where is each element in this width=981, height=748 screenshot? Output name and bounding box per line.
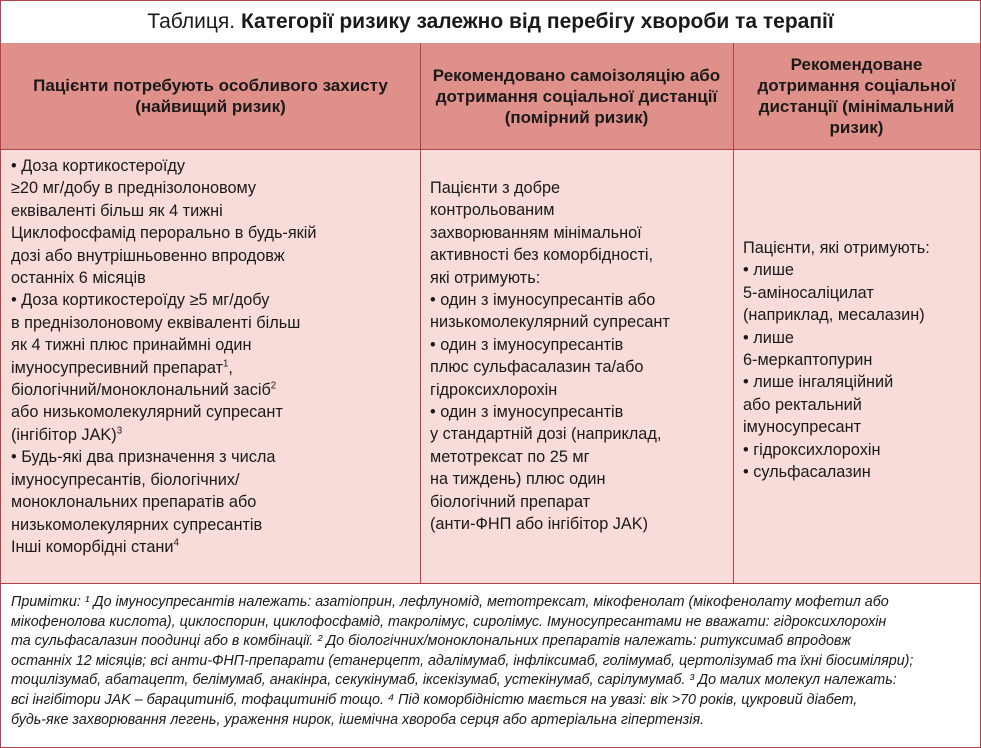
list-item: • гідроксихлорохін [743,440,881,459]
column-divider [420,43,421,583]
list-item: на тиждень) плюс один [430,470,606,489]
footnotes [1,584,980,747]
footnote-ref: 3 [116,425,123,437]
list-item-with-sup: імуносупресивний препарат$^1$, [11,358,233,377]
list-item: (анти-ФНП або інгібітор JAK) [430,515,649,534]
list-item: ≥20 мг/добу в преднізолоновому [11,179,257,198]
list-item: або ректальний [743,395,862,414]
column-divider [733,43,734,583]
list-item: моноклональних препаратів або [11,493,257,512]
list-item: Пацієнти, які отримують: [743,239,930,257]
list-item: або низькомолекулярний супресант [11,403,283,422]
header-highest-risk: Пацієнти потребують особливого захисту (найвищий ризик) [1,43,420,149]
list-item: • один з імуносупресантів або [430,291,656,310]
list-item-with-sup [11,379,412,401]
list-item: гідроксихлорохін [430,380,558,399]
list-item: плюс сульфасалазин та/або [430,358,644,377]
list-item: у стандартній дозі (наприклад, [430,425,662,444]
list-item: дозі або внутрішньовенно впродовж [11,246,285,265]
list-item: 5-аміносаліцилат [743,283,874,302]
list-item-with-sup [11,424,412,446]
list-item: Циклофосфамід перорально в будь-якій [11,224,317,243]
footnote-ref: 2 [270,380,277,392]
cell-minimal-risk [733,149,980,583]
footnote-line: мікофенолова кислота), циклоспорин, циклофосфамід, такролімус, сиролімус. Імуносупресантами не вважати: гідроксихлорохін [11,613,887,630]
list-item-text: імуносупресивний препарат [11,358,223,377]
list-item: активності без коморбідності, [430,246,654,265]
list-item: • сульфасалазин [743,463,871,482]
list-item: імуносупресант [743,418,862,437]
list-item: • лише [743,261,794,280]
list-item: в преднізолоновому еквіваленті більш [11,313,301,332]
table-title [1,1,980,44]
list-item: імуносупресантів, біологічних/ [11,470,240,489]
list-item: (наприклад, месалазин) [743,306,925,325]
cell-moderate-risk [420,149,733,583]
header-moderate-risk: Рекомендовано самоізоляцію або дотримання соціальної дистанції (помірний ризик) [420,43,733,149]
list-item: біологічний препарат [430,492,591,511]
list-item: • один з імуносупресантів [430,403,624,422]
footnote-line: тоцилізумаб, абатацепт, белімумаб, анакінра, секукінумаб, іксекізумаб, устекінумаб, сарілумумаб. ³ До малих молекул належать: [11,672,897,689]
header-divider [1,149,980,150]
list-item-text: Інші коморбідні стани [11,537,174,556]
list-item: • Доза кортикостероїду ≥5 мг/добу [11,291,270,310]
list-item: останніх 6 місяців [11,269,146,288]
list-item: метотрексат по 25 мг [430,447,590,466]
list-item: • один з імуносупресантів [430,335,624,354]
list-item-with-sup [11,536,412,558]
list-item: Пацієнти з добре [430,179,561,197]
footnote-ref: 1 [222,358,229,370]
list-item: • Доза кортикостероїду [11,157,186,175]
list-item: контрольованим [430,201,555,220]
list-item: як 4 тижні плюс принаймні один [11,336,252,355]
footnote-line: Примітки: ¹ До імуносупресантів належать: азатіоприн, лефлуномід, метотрексат, мікофенолат (мікофенолату мофетил або [11,594,889,610]
list-item: • Будь-які два призначення з числа [11,448,276,467]
list-item: еквіваленті більш як 4 тижні [11,201,223,220]
footnote-line: останніх 12 місяців; всі анти-ФНП-препарати (етанерцепт, адалімумаб, інфліксимаб, голімумаб, цертолізумаб та їхні біосиміляри); [11,652,914,669]
footnote-line: всі інгібітори JAK – барацитиніб, тофацитиніб тощо. ⁴ Під коморбідністю мається на увазі: вік >70 років, цукровий діабет, [11,691,858,708]
footnote-ref: 4 [173,537,179,549]
table-title-lead: Таблиця. [147,10,236,33]
list-item: • лише [743,328,794,347]
list-item: низькомолекулярний супресант [430,313,670,332]
list-item-text: біологічний/моноклональний засіб [11,381,271,400]
cell-highest-risk [1,149,420,583]
footnote-line: будь-яке захворювання легень, ураження нирок, ішемічна хвороба серця або артеріальна гіпертензія. [11,711,705,728]
list-item: • лише інгаляційний [743,373,894,392]
list-item: низькомолекулярних супресантів [11,515,263,534]
header-minimal-risk: Рекомендоване дотримання соціальної дистанції (мінімальний ризик) [733,43,980,149]
list-item-text: (інгібітор JAK) [11,425,117,444]
footnote-line: та сульфасалазин поодинці або в комбінації. ² До біологічних/моноклональних препаратів належать: ритуксимаб впродовж [11,633,851,650]
list-item: захворюванням мінімальної [430,223,642,242]
table-title-text: Категорії ризику залежно від перебігу хвороби та терапії [240,10,834,33]
list-item: які отримують: [430,268,541,287]
list-item: 6-меркаптопурин [743,351,873,370]
